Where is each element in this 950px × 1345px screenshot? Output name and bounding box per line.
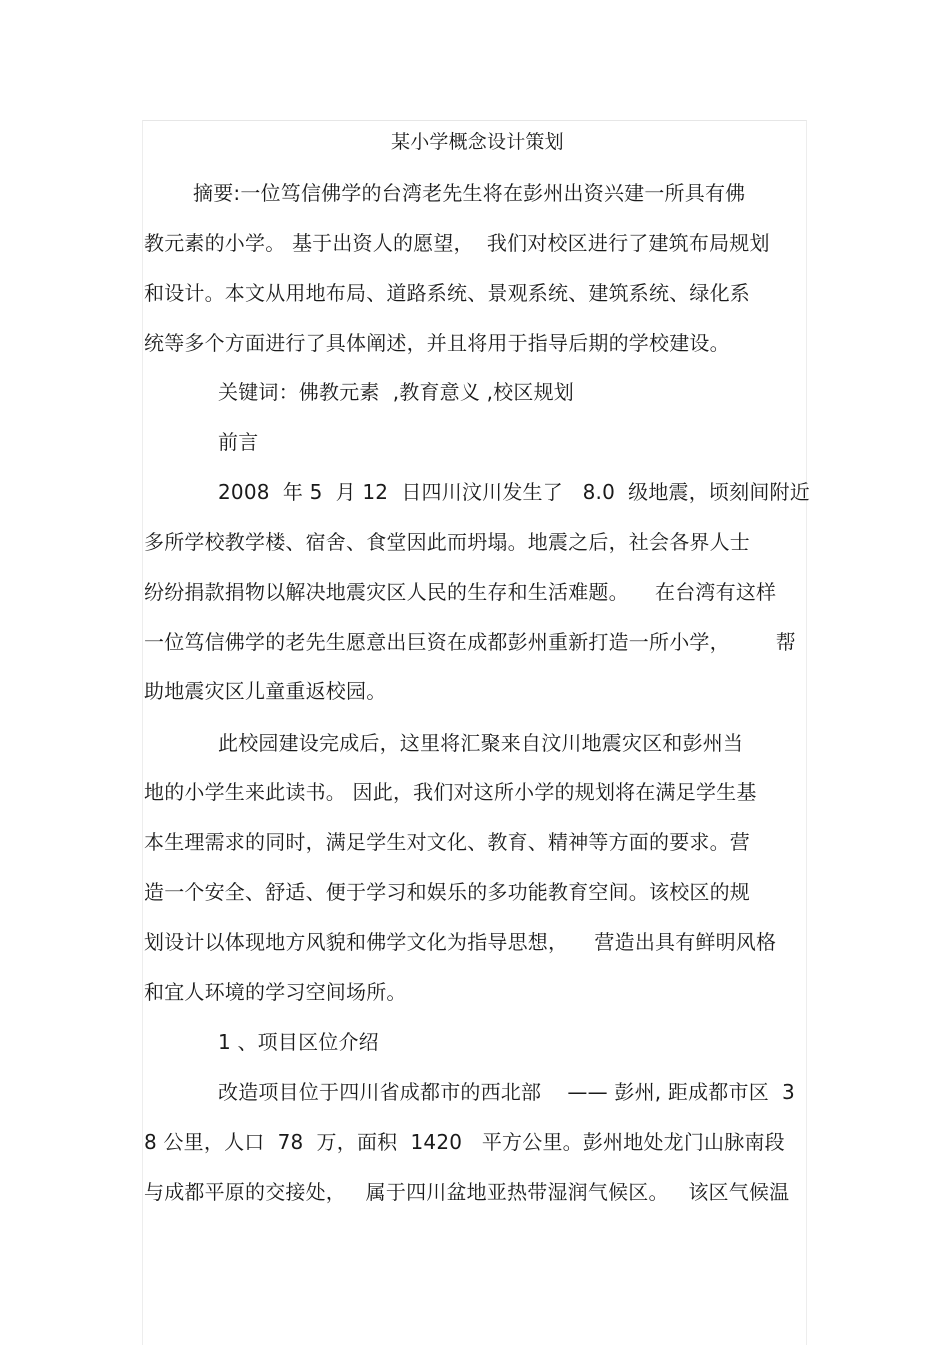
- paragraph-line: 助地震灾区儿童重返校园。: [144, 679, 387, 703]
- paragraph-line: 2008 年 5 月 12 日四川汶川发生了 8.0 级地震，顷刻间附近: [218, 480, 810, 504]
- paragraph-line: 和设计。本文从用地布局、道路系统、景观系统、建筑系统、绿化系: [144, 281, 750, 305]
- document-title: 某小学概念设计策划: [391, 131, 564, 153]
- paragraph-line: 多所学校教学楼、宿舍、食堂因此而坍塌。地震之后，社会各界人士: [144, 530, 750, 554]
- paragraph-line: 一位笃信佛学的老先生愿意出巨资在成都彭州重新打造一所小学， 帮: [144, 630, 796, 654]
- paragraph-line: 地的小学生来此读书。 因此，我们对这所小学的规划将在满足学生基: [144, 780, 757, 804]
- paragraph-line: 统等多个方面进行了具体阐述，并且将用于指导后期的学校建设。: [144, 331, 730, 355]
- paragraph-line: 8 公里，人口 78 万，面积 1420 平方公里。彭州地处龙门山脉南段: [144, 1130, 785, 1154]
- paragraph-line: 和宜人环境的学习空间场所。: [144, 980, 407, 1004]
- paragraph-line: 划设计以体现地方风貌和佛学文化为指导思想， 营造出具有鲜明风格: [144, 930, 777, 954]
- paragraph-line: 摘要:一位笃信佛学的台湾老先生将在彭州出资兴建一所具有佛: [193, 181, 746, 205]
- paragraph-line: 此校园建设完成后，这里将汇聚来自汶川地震灾区和彭州当: [218, 731, 744, 755]
- paragraph-line: 纷纷捐款捐物以解决地震灾区人民的生存和生活难题。 在台湾有这样: [144, 580, 777, 604]
- section-heading: 1 、项目区位介绍: [218, 1030, 379, 1054]
- paragraph-line: 造一个安全、舒适、便于学习和娱乐的多功能教育空间。该校区的规: [144, 880, 750, 904]
- paragraph-line: 改造项目位于四川省成都市的西北部 —— 彭州, 距成都市区 3: [218, 1080, 795, 1104]
- paragraph-line: 教元素的小学。 基于出资人的愿望， 我们对校区进行了建筑布局规划: [144, 231, 770, 255]
- keywords-line: 关键词：佛教元素 ,教育意义 ,校区规划: [218, 380, 574, 404]
- paragraph-line: 与成都平原的交接处， 属于四川盆地亚热带湿润气候区。 该区气候温: [144, 1180, 790, 1204]
- section-heading: 前言: [218, 430, 259, 454]
- paragraph-line: 本生理需求的同时，满足学生对文化、教育、精神等方面的要求。营: [144, 830, 750, 854]
